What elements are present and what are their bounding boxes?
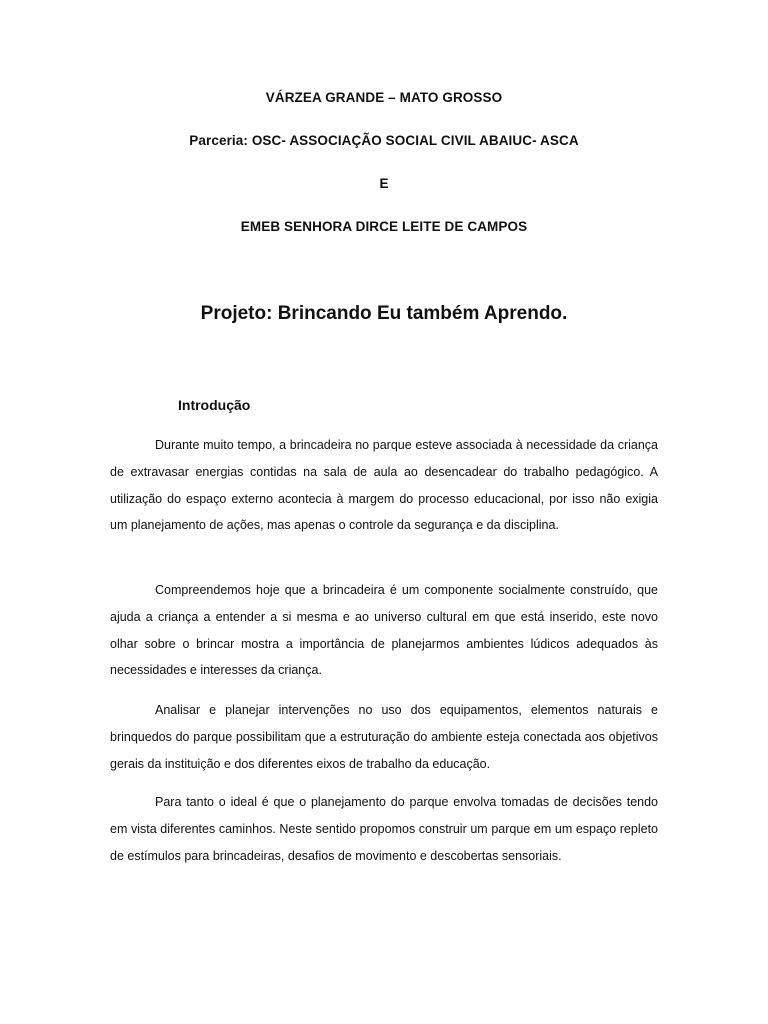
paragraph: Compreendemos hoje que a brincadeira é um componente socialmente construído, que ajuda a criança a entender a si mesma e ao universo cultural em que está inserido, este novo olhar sobre o brincar mostra a importância de planejarmos ambientes lúdicos adequados às necessidades e interesses da criança. bbox=[110, 583, 658, 678]
header-city: VÁRZEA GRANDE – MATO GROSSO bbox=[265, 90, 503, 105]
header-partnership: Parceria: OSC- ASSOCIAÇÃO SOCIAL CIVIL ABAIUC- ASCA bbox=[189, 133, 579, 148]
paragraph: Durante muito tempo, a brincadeira no parque esteve associada à necessidade da criança de extravasar energias contidas na sala de aula ao desencadear do trabalho pedagógico. A utilização do espaço externo acontecia à margem do processo educacional, por isso não exigia um planejamento de ações, mas apenas o controle da segurança e da disciplina. bbox=[110, 438, 658, 533]
header-conjunction: E bbox=[379, 176, 389, 191]
paragraph: Analisar e planejar intervenções no uso dos equipamentos, elementos naturais e brinquedos do parque possibilitam que a estruturação do ambiente esteja conectada aos objetivos gerais da instituição e dos diferentes eixos de trabalho da educação. bbox=[110, 703, 658, 771]
paragraph: Para tanto o ideal é que o planejamento do parque envolva tomadas de decisões tendo em vista diferentes caminhos. Neste sentido propomos construir um parque em um espaço repleto de estímulos para brincadeiras, desafios de movimento e descobertas sensoriais. bbox=[110, 795, 658, 863]
header-school: EMEB SENHORA DIRCE LEITE DE CAMPOS bbox=[240, 219, 528, 234]
section-heading: Introdução bbox=[178, 397, 251, 413]
project-title: Projeto: Brincando Eu também Aprendo. bbox=[200, 303, 568, 324]
